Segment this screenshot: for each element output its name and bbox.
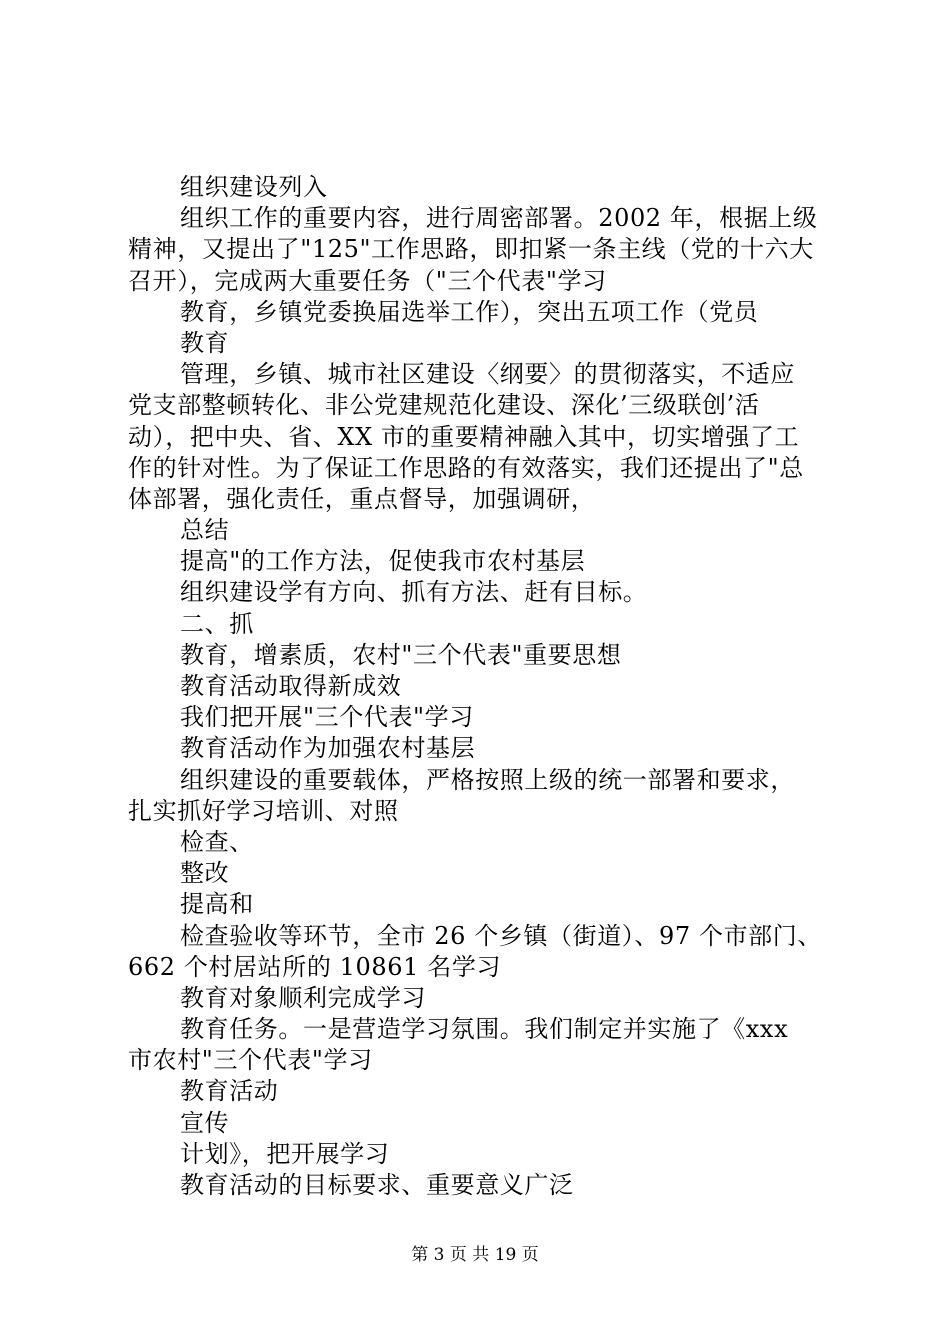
text-line: 党支部整顿转化、非公党建规范化建设、深化’三级联创’活	[128, 391, 760, 420]
text-line: 我们把开展"三个代表"学习	[180, 703, 474, 732]
text-line: 检查、	[180, 827, 254, 856]
body-text	[128, 172, 840, 1201]
text-line: 教育活动的目标要求、重要意义广泛	[180, 1171, 574, 1199]
text-line: 宣传	[180, 1108, 230, 1137]
text-line: 组织建设学有方向、抓有方法、赶有目标。	[180, 578, 648, 607]
text-line: 教育活动	[180, 1077, 279, 1106]
text-line: 管理，乡镇、城市社区建设〈纲要〉的贯彻落实，不适应	[180, 360, 795, 389]
text-line: 整改	[180, 859, 230, 888]
text-line: 教育，增素质，农村"三个代表"重要思想	[180, 640, 622, 669]
text-line: 总结	[180, 516, 230, 545]
text-line: 提高"的工作方法，促使我市农村基层	[180, 547, 586, 576]
text-line: 教育活动作为加强农村基层	[180, 734, 476, 763]
text-line: 作的针对性。为了保证工作思路的有效落实，我们还提出了"总	[128, 453, 804, 482]
text-line: 组织建设列入	[180, 173, 328, 201]
text-line: 组织工作的重要内容，进行周密部署。2002 年，根据上级	[180, 204, 818, 233]
text-line: 动），把中央、省、XX 市的重要精神融入其中，切实增强了工	[128, 422, 800, 451]
text-line: 计划》，把开展学习	[180, 1139, 390, 1168]
text-line: 教育活动取得新成效	[180, 672, 402, 700]
text-line: 662 个村居站所的 10861 名学习	[128, 952, 502, 981]
text-line: 市农村"三个代表"学习	[128, 1046, 373, 1075]
text-line: 提高和	[180, 890, 254, 919]
text-line: 体部署，强化责任，重点督导，加强调研，	[128, 484, 596, 513]
text-line: 检查验收等环节，全市 26 个乡镇（街道）、97 个市部门、	[180, 921, 822, 950]
text-line: 教育，乡镇党委换届选举工作），突出五项工作（党员	[180, 297, 759, 326]
text-line: 扎实抓好学习培训、对照	[128, 796, 399, 825]
text-line: 组织建设的重要载体，严格按照上级的统一部署和要求，	[180, 765, 795, 794]
page-footer: 第 3 页 共 19 页	[411, 1245, 539, 1265]
text-line: 教育	[180, 328, 230, 357]
text-line: 二、抓	[180, 609, 254, 638]
text-line: 精神，又提出了"125"工作思路，即扣紧一条主线（党的十六大	[128, 235, 814, 264]
text-line: 教育任务。一是营造学习氛围。我们制定并实施了《xxx	[180, 1015, 789, 1044]
text-line: 召开），完成两大重要任务（"三个代表"学习	[128, 266, 607, 295]
text-line: 教育对象顺利完成学习	[180, 983, 426, 1012]
